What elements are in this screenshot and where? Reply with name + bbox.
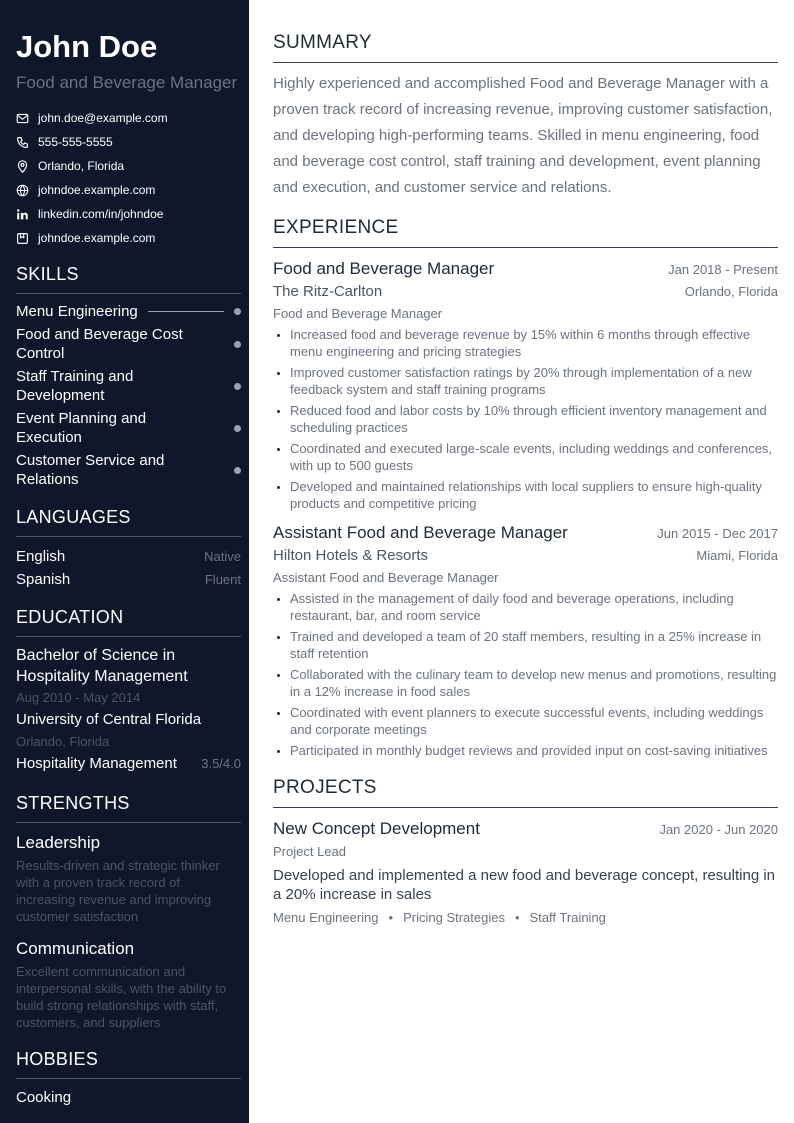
strengths-heading: STRENGTHS [16, 793, 241, 823]
skill-item [16, 325, 241, 363]
job-location: Miami, Florida [696, 548, 778, 563]
job-bullet: • Collaborated with the culinary team to develop new menus and promotions, resulting in a 12% increase in food sales [290, 666, 778, 700]
portfolio-icon [16, 232, 38, 245]
skill-label: Customer Service and Relations [16, 452, 165, 488]
project-tags [273, 910, 778, 925]
website-text: johndoe.example.com [38, 183, 156, 197]
job-location: Orlando, Florida [684, 284, 778, 299]
skill-dot [234, 341, 241, 348]
project-desc: Developed and implemented a new food and beverage concept, resulting in a 20% increase in sales [273, 867, 776, 903]
email-text: john.doe@example.com [38, 111, 168, 125]
job-title: Food and Beverage Manager [273, 259, 495, 278]
skill-label: Menu Engineering [16, 303, 138, 320]
job-bullet: • Improved customer satisfaction ratings by 20% through implementation of a new feedback system and staff training programs [290, 364, 778, 398]
job-bullet: • Assisted in the management of daily food and beverage operations, including restaurant, bar, and room service [290, 590, 778, 624]
contact-list [16, 106, 241, 250]
job-bullets [273, 326, 778, 512]
projects-heading: PROJECTS [273, 777, 778, 808]
language-name: English [16, 548, 66, 565]
contact-location [16, 154, 241, 178]
skill-item [16, 451, 241, 489]
job-entry [273, 258, 778, 512]
language-item [16, 568, 241, 591]
name: John Doe [16, 29, 158, 64]
skill-dot [234, 308, 241, 315]
job-company: The Ritz-Carlton [273, 283, 383, 300]
phone-icon [16, 136, 38, 149]
location-text: Orlando, Florida [38, 159, 125, 173]
education-location: Orlando, Florida [16, 734, 110, 749]
strength-title: Leadership [16, 833, 101, 852]
hobby-item: Cooking [16, 1089, 72, 1106]
strength-desc: Results-driven and strategic thinker with a proven track record of increasing revenue and improving customer satisfaction [16, 858, 220, 924]
contact-website[interactable] [16, 178, 241, 202]
job-bullet: • Participated in monthly budget reviews and provided input on cost-saving initiatives [290, 742, 778, 759]
education-degree: Bachelor of Science in Hospitality Management [16, 647, 188, 685]
education-heading: EDUCATION [16, 607, 241, 637]
portfolio-text: johndoe.example.com [38, 231, 156, 245]
sidebar [0, 0, 249, 1123]
skill-label: Food and Beverage Cost Control [16, 326, 183, 362]
contact-phone[interactable] [16, 130, 241, 154]
language-item [16, 545, 241, 568]
experience-heading: EXPERIENCE [273, 217, 778, 248]
skill-label: Staff Training and Development [16, 368, 134, 404]
education-gpa: 3.5/4.0 [201, 756, 241, 771]
education-school: University of Central Florida [16, 711, 202, 728]
education-field-row [16, 753, 241, 775]
skill-item [16, 367, 241, 405]
skills-heading: SKILLS [16, 264, 241, 294]
globe-icon [16, 184, 38, 197]
language-level: Fluent [204, 572, 241, 587]
job-bullet: • Coordinated and executed large-scale events, including weddings and conferences, with up to 500 guests [290, 440, 778, 474]
job-bullet: • Coordinated with event planners to execute successful events, including weddings and corporate meetings [290, 704, 778, 738]
hobbies-heading: HOBBIES [16, 1049, 241, 1079]
contact-linkedin[interactable] [16, 202, 241, 226]
summary-heading: SUMMARY [273, 32, 778, 63]
job-bullet: • Trained and developed a team of 20 staff members, resulting in a 25% increase in staff retention [290, 628, 778, 662]
skill-line [148, 311, 224, 312]
job-bullet: • Increased food and beverage revenue by 15% within 6 months through effective menu engineering and pricing strategies [290, 326, 778, 360]
job-company: Hilton Hotels & Resorts [273, 547, 429, 564]
contact-email[interactable] [16, 106, 241, 130]
education-dates: Aug 2010 - May 2014 [16, 690, 141, 705]
job-title: Assistant Food and Beverage Manager [273, 523, 568, 542]
skill-dot [234, 383, 241, 390]
job-bullet: • Developed and maintained relationships with local suppliers to ensure high-quality products and competitive pricing [290, 478, 778, 512]
skills-list [16, 302, 241, 489]
contact-portfolio[interactable] [16, 226, 241, 250]
skill-item [16, 302, 241, 321]
project-entry [273, 818, 778, 925]
language-level: Native [204, 549, 241, 564]
main-content [273, 0, 778, 925]
project-title: New Concept Development [273, 819, 480, 838]
role-title: Food and Beverage Manager [16, 73, 238, 92]
skill-label: Event Planning and Execution [16, 410, 147, 446]
language-name: Spanish [16, 571, 71, 588]
job-position: Food and Beverage Manager [273, 306, 443, 321]
skill-item [16, 409, 241, 447]
skill-dot [234, 425, 241, 432]
location-icon [16, 160, 38, 173]
languages-heading: LANGUAGES [16, 507, 241, 537]
linkedin-text: linkedin.com/in/johndoe [38, 207, 164, 221]
summary-text: Highly experienced and accomplished Food and Beverage Manager with a proven track record of increasing revenue, improving customer satisfaction, and developing high-performing teams. Skilled in menu engineering, food and beverage cost control, staff training and development, event planning and execution, and customer service and relations. [273, 75, 773, 196]
job-dates: Jan 2018 - Present [668, 262, 778, 277]
phone-text: 555-555-5555 [38, 135, 113, 149]
linkedin-icon [16, 208, 38, 221]
project-tag: Staff Training [529, 910, 606, 925]
tag-separator: • [388, 910, 394, 925]
job-bullets [273, 590, 778, 759]
tag-separator: • [514, 910, 520, 925]
job-bullet: • Reduced food and labor costs by 10% through efficient inventory management and scheduling practices [290, 402, 778, 436]
project-tag: Menu Engineering [273, 910, 379, 925]
project-tag: Pricing Strategies [403, 910, 505, 925]
job-dates: Jun 2015 - Dec 2017 [657, 526, 778, 541]
project-dates: Jan 2020 - Jun 2020 [659, 822, 778, 837]
job-position: Assistant Food and Beverage Manager [273, 570, 499, 585]
job-entry [273, 522, 778, 759]
strength-desc: Excellent communication and interpersonal skills, with the ability to build strong relationships with staff, customers, and suppliers [16, 964, 227, 1030]
strength-title: Communication [16, 939, 135, 958]
mail-icon [16, 112, 38, 125]
skill-dot [234, 467, 241, 474]
education-field: Hospitality Management [16, 755, 177, 772]
project-role: Project Lead [273, 844, 346, 859]
